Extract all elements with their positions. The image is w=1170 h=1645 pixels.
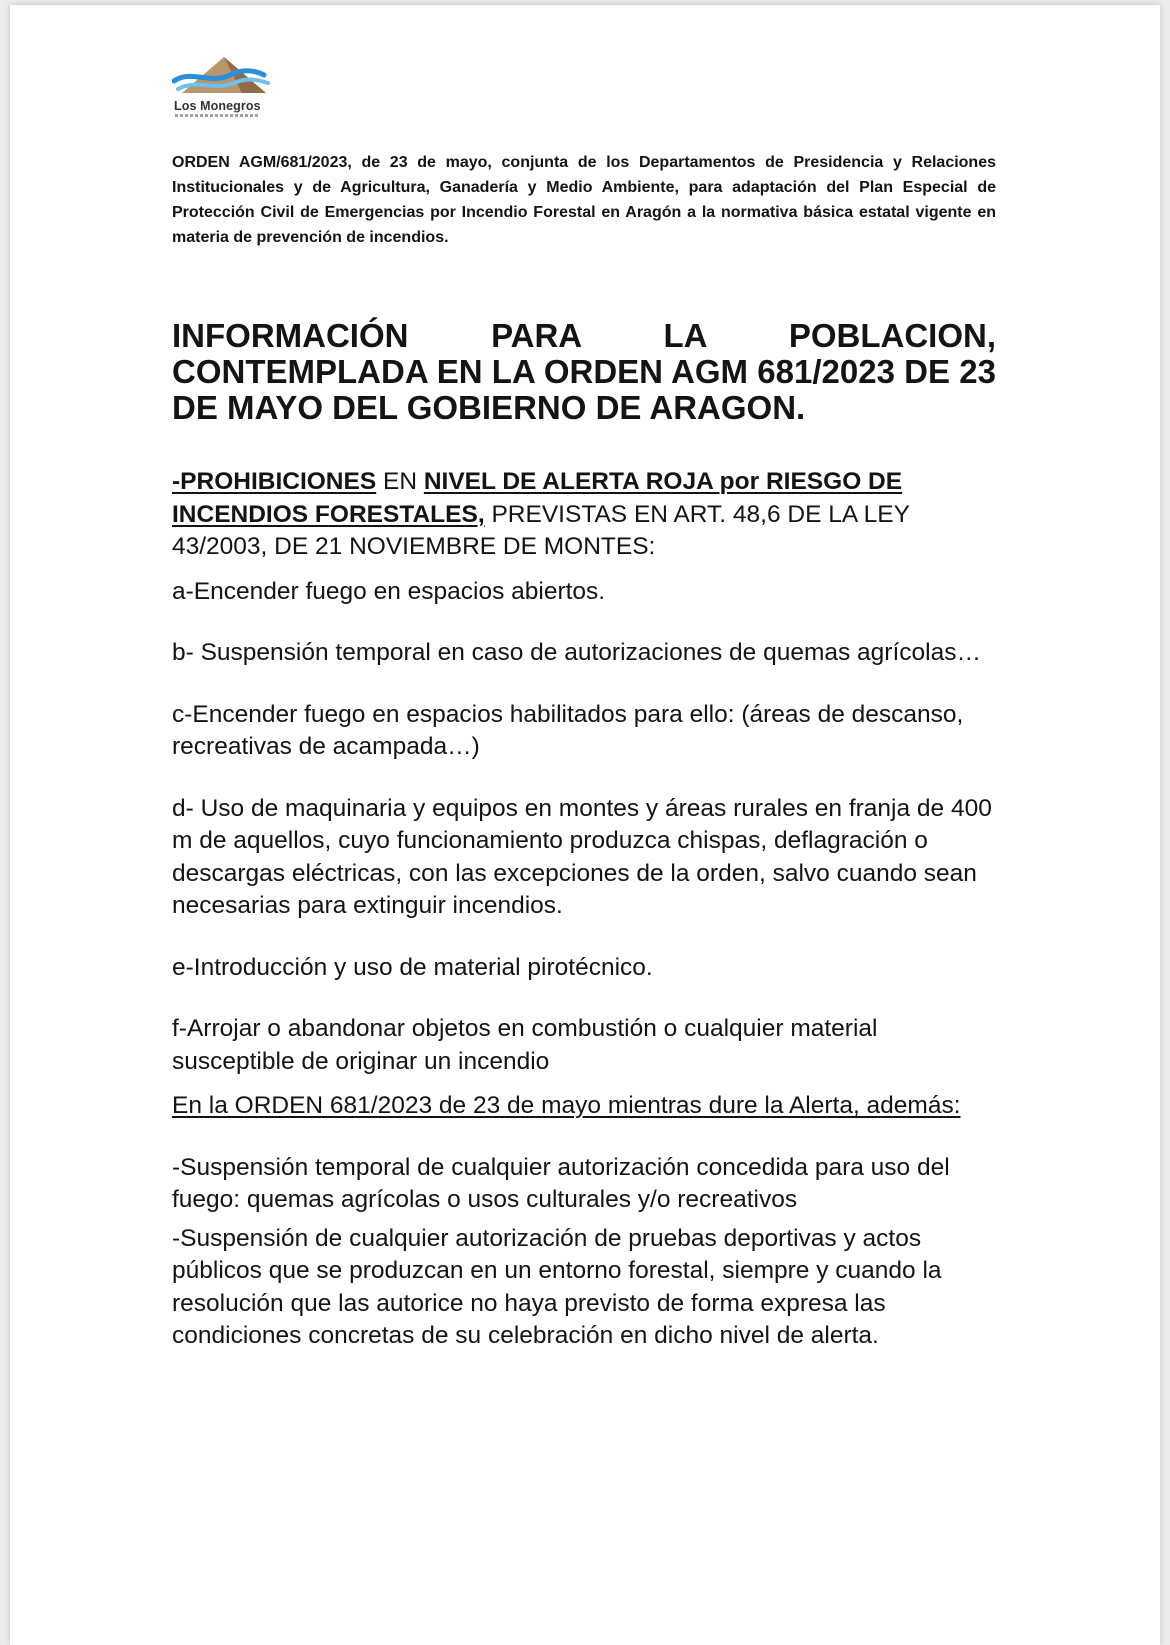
prohibitions-connector: EN <box>376 468 424 495</box>
prohibition-item-a: a-Encender fuego en espacios abiertos. <box>172 577 606 605</box>
logo-text: Los Monegros <box>174 99 261 113</box>
page-title: INFORMACIÓN PARA LA POBLACION, CONTEMPLADA EN LA ORDEN AGM 681/2023 DE 23 DE MAYO DEL GOBIERNO DE ARAGON. <box>172 317 996 426</box>
prohibition-item-f: f-Arrojar o abandonar objetos en combustión o cualquier material susceptible de originar un incendio <box>172 1015 878 1075</box>
prohibition-item-c: c-Encender fuego en espacios habilitados para ello: (áreas de descanso, recreativas de acampada…) <box>172 700 964 760</box>
prohibition-item-d: d- Uso de maquinaria y equipos en montes y áreas rurales en franja de 400 m de aquellos, cuyo funcionamiento produzca chispas, deflagración o descargas eléctricas, con las excepciones de la orden, salvo cuando sean necesarias para extinguir incendios. <box>172 794 992 919</box>
prohibitions-label: -PROHIBICIONES <box>172 468 377 495</box>
document-body <box>172 466 996 1353</box>
additional-item-2: -Suspensión de cualquier autorización de pruebas deportivas y actos públicos que se produzcan en un entorno forestal, siempre y cuando la resolución que las autorice no haya previsto de forma expresa las condiciones concretas de su celebración en dicho nivel de alerta. <box>172 1224 942 1349</box>
prohibitions-heading <box>172 466 996 564</box>
prohibition-item-b: b- Suspensión temporal en caso de autorizaciones de quemas agrícolas… <box>172 639 981 666</box>
los-monegros-logo <box>172 55 272 121</box>
mountain-river-logo-icon <box>172 55 272 101</box>
red-alert-label: NIVEL DE ALERTA ROJA por RIESGO DE INCENDIOS FORESTALES, <box>172 468 903 528</box>
order-header: ORDEN AGM/681/2023, de 23 de mayo, conjunta de los Departamentos de Presidencia y Relaciones Institucionales y de Agricultura, Ganadería y Medio Ambiente, para adaptación del Plan Especial de Protección Civil de Emergencias por Incendio Forestal en Aragón a la normativa básica estatal vigente en materia de prevención de incendios. <box>172 154 996 246</box>
prohibitions-legal-reference: PREVISTAS EN ART. 48,6 DE LA LEY 43/2003, DE 21 NOVIEMBRE DE MONTES: <box>172 500 910 560</box>
logo-subtitle-line <box>175 114 259 117</box>
additional-measures-heading: En la ORDEN 681/2023 de 23 de mayo mientras dure la Alerta, además: <box>172 1092 961 1119</box>
prohibition-item-e: e-Introducción y uso de material pirotécnico. <box>172 953 653 981</box>
additional-item-1: -Suspensión temporal de cualquier autorización concedida para uso del fuego: quemas agrícolas o usos culturales y/o recreativos <box>172 1153 950 1213</box>
